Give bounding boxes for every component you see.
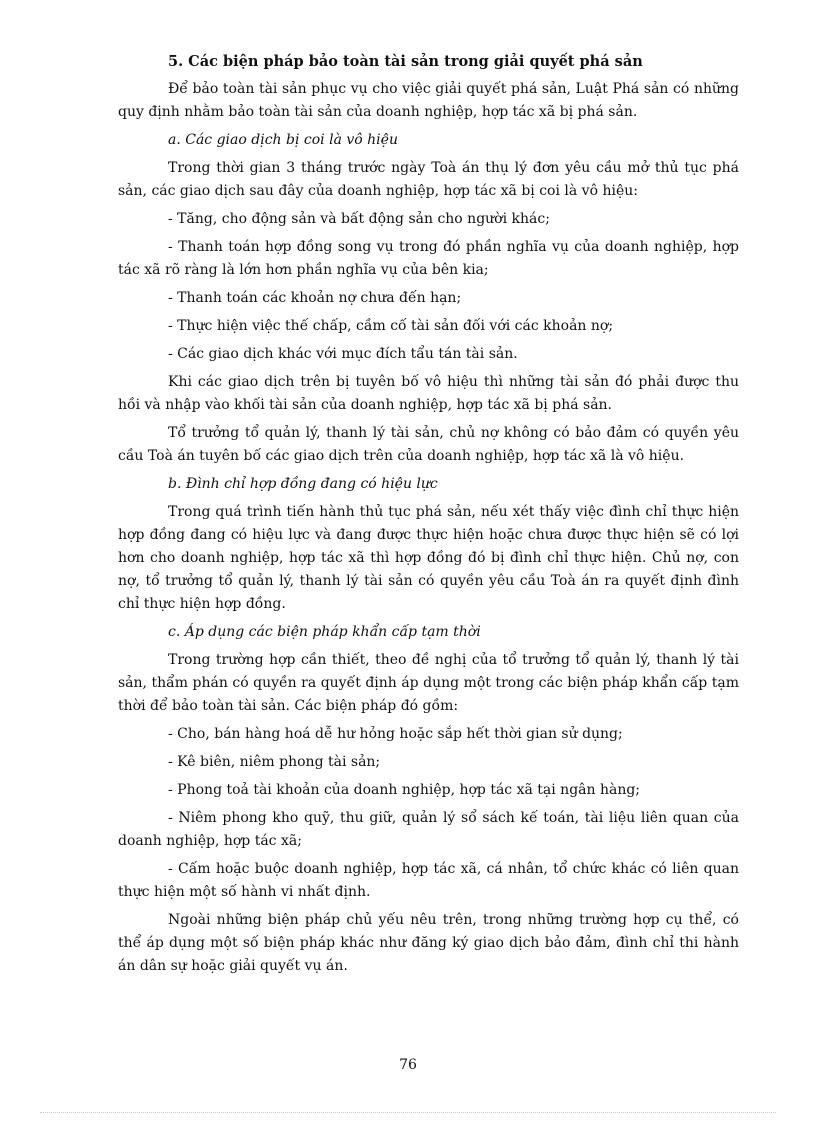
subsection-a-paragraph-2: Tổ trưởng tổ quản lý, thanh lý tài sản, chủ nợ không có bảo đảm có quyền yêu cầu Toà án tuyên bố các giao dịch trên của doanh nghiệp, hợp tác xã là vô hiệu. <box>118 425 739 464</box>
list-item: - Tăng, cho động sản và bất động sản cho người khác; <box>168 211 550 227</box>
intro-paragraph: Để bảo toàn tài sản phục vụ cho việc giải quyết phá sản, Luật Phá sản có những quy định nhằm bảo toàn tài sản của doanh nghiệp, hợp tác xã bị phá sản. <box>118 81 739 120</box>
list-item: - Niêm phong kho quỹ, thu giữ, quản lý sổ sách kế toán, tài liệu liên quan của doanh nghiệp, hợp tác xã; <box>118 810 739 849</box>
subsection-b-title: b. Đình chỉ hợp đồng đang có hiệu lực <box>168 476 438 492</box>
list-item: - Phong toả tài khoản của doanh nghiệp, hợp tác xã tại ngân hàng; <box>168 782 641 798</box>
list-item: - Cấm hoặc buộc doanh nghiệp, hợp tác xã, cá nhân, tổ chức khác có liên quan thực hiện một số hành vi nhất định. <box>118 861 739 900</box>
list-item: - Thanh toán các khoản nợ chưa đến hạn; <box>168 290 462 306</box>
section-heading: 5. Các biện pháp bảo toàn tài sản trong giải quyết phá sản <box>168 53 643 70</box>
list-item: - Kê biên, niêm phong tài sản; <box>168 754 381 770</box>
list-item: - Thực hiện việc thế chấp, cầm cố tài sản đối với các khoản nợ; <box>168 318 614 334</box>
list-item: - Các giao dịch khác với mục đích tẩu tán tài sản. <box>168 346 518 362</box>
list-item: - Thanh toán hợp đồng song vụ trong đó phần nghĩa vụ của doanh nghiệp, hợp tác xã rõ ràng là lớn hơn phần nghĩa vụ của bên kia; <box>118 239 739 278</box>
list-item: - Cho, bán hàng hoá dễ hư hỏng hoặc sắp hết thời gian sử dụng; <box>168 726 623 742</box>
page-bottom-divider <box>40 1112 776 1113</box>
subsection-a-title: a. Các giao dịch bị coi là vô hiệu <box>168 132 398 148</box>
page-content <box>118 50 739 983</box>
page-number: 76 <box>399 1057 417 1073</box>
subsection-b-paragraph: Trong quá trình tiến hành thủ tục phá sản, nếu xét thấy việc đình chỉ thực hiện hợp đồng đang có hiệu lực và đang được thực hiện hoặc chưa được thực hiện sẽ có lợi hơn cho doanh nghiệp, hợp tác xã thì hợp đồng đó bị đình chỉ thực hiện. Chủ nợ, con nợ, tổ trưởng tổ quản lý, thanh lý tài sản có quyền yêu cầu Toà án ra quyết định đình chỉ thực hiện hợp đồng. <box>118 504 739 612</box>
subsection-c-closing: Ngoài những biện pháp chủ yếu nêu trên, trong những trường hợp cụ thể, có thể áp dụng một số biện pháp khác như đăng ký giao dịch bảo đảm, đình chỉ thi hành án dân sự hoặc giải quyết vụ án. <box>118 912 739 974</box>
subsection-c-title: c. Áp dụng các biện pháp khẩn cấp tạm thời <box>168 624 481 640</box>
subsection-a-paragraph-1: Khi các giao dịch trên bị tuyên bố vô hiệu thì những tài sản đó phải được thu hồi và nhập vào khối tài sản của doanh nghiệp, hợp tác xã bị phá sản. <box>118 374 739 413</box>
subsection-c-lead: Trong trường hợp cần thiết, theo đề nghị của tổ trưởng tổ quản lý, thanh lý tài sản, thẩm phán có quyền ra quyết định áp dụng một trong các biện pháp khẩn cấp tạm thời để bảo toàn tài sản. Các biện pháp đó gồm: <box>118 652 739 714</box>
subsection-a-lead: Trong thời gian 3 tháng trước ngày Toà án thụ lý đơn yêu cầu mở thủ tục phá sản, các giao dịch sau đây của doanh nghiệp, hợp tác xã bị coi là vô hiệu: <box>118 160 739 199</box>
